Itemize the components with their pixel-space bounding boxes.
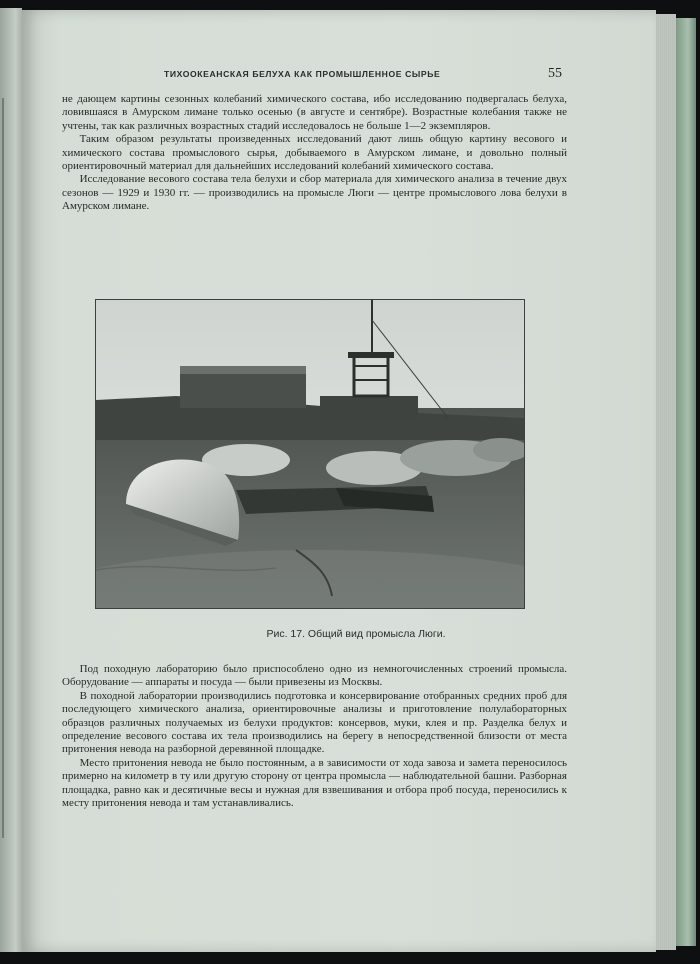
left-page-edge	[0, 8, 22, 952]
book-cover-edge	[676, 18, 696, 946]
top-text-block	[62, 93, 567, 214]
page-number: 55	[548, 66, 562, 81]
figure-photo	[96, 300, 524, 608]
photo-beach-scene	[96, 300, 524, 608]
paragraph: не дающем картины сезонных колебаний химического состава, ибо исследованию подвергалась белуха, ловившаяся в Амурском лимане только осенью (в августе и сентябре). Возрастные колебания также не учтены, так как различных возрастных стадий исследовалось не больше 1—2 экземпляров.	[62, 93, 567, 132]
paragraph: Исследование весового состава тела белухи и сбор материала для химического анализа в течение двух сезонов — 1929 и 1930 гг. — производились на промысле Люги — центре промыслового лова белухи в Амурском лимане.	[62, 173, 567, 213]
page-block-edge	[656, 14, 676, 950]
bottom-text-block	[62, 663, 567, 810]
figure-caption	[0, 628, 700, 640]
left-page-marks	[2, 98, 22, 838]
paragraph: Место притонения невода не было постоянным, а в зависимости от хода завоза и замета переносилось примерно на километр в ту или другую сторону от центра промысла — наблюдательной башни. Разборная площадка, равно как и десятичные весы и нужная для взвешивания и отбора проб посуда, переносились к месту притонения невода и там устанавливались.	[62, 756, 567, 810]
page-header	[84, 67, 564, 83]
paragraph: Таким образом результаты произведенных исследований дают лишь общую картину весового и химического состава промыслового сырья, добываемого в Амурском лимане, и довольно полный ориентировочный материал для дальнейших исследований колебаний химического состава.	[62, 133, 567, 173]
running-head: ТИХООКЕАНСКАЯ БЕЛУХА КАК ПРОМЫШЛЕННОЕ СЫРЬЕ	[164, 69, 441, 79]
caption-text: Рис. 17. Общий вид промысла Люги.	[266, 628, 446, 640]
paragraph: Под походную лабораторию было приспособлено одно из немногочисленных строений промысла. Оборудование — аппараты и посуда — были привезены из Москвы.	[62, 663, 567, 689]
paragraph: В походной лаборатории производились подготовка и консервирование отобранных средних проб для последующего химического анализа, ориентировочные анализы и приготовление полулабораторных образцов различных получаемых из белухи продуктов: консервов, муки, клея и пр. Разделка белух и определение весового состава их тела производились на берегу в непосредственной близости от места притонения невода на разборной деревянной площадке.	[62, 689, 567, 756]
